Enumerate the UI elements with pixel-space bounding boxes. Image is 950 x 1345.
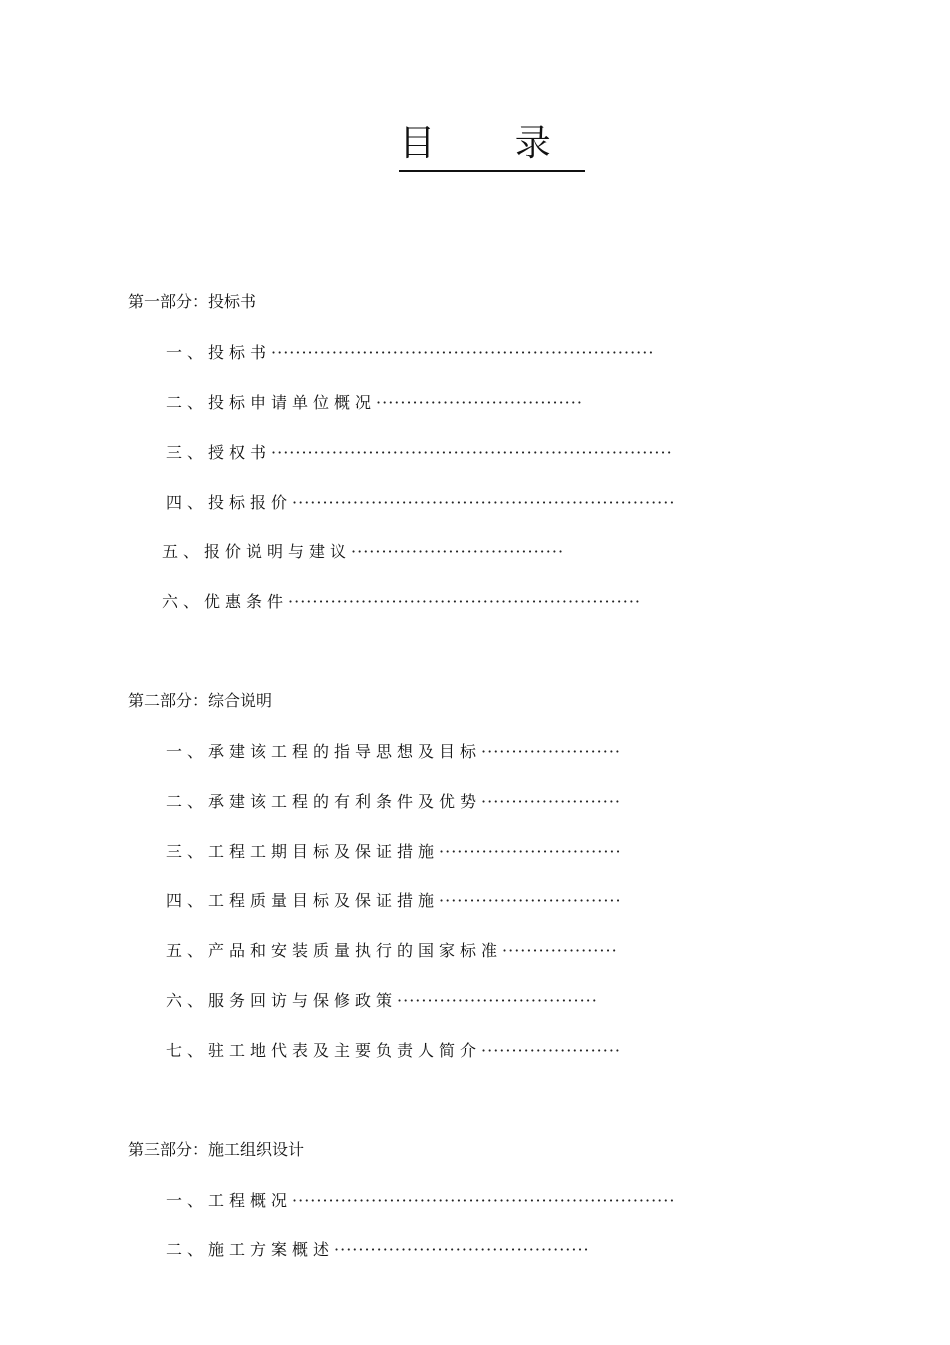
toc-entry-label: 六、服务回访与保修政策 xyxy=(166,991,398,1010)
toc-entry-label: 七、驻工地代表及主要负责人简介 xyxy=(166,1041,482,1060)
toc-leader-dots: ·························································· xyxy=(288,592,641,611)
toc-entry[interactable] xyxy=(162,542,564,562)
toc-entry-label: 六、优惠条件 xyxy=(162,592,289,611)
toc-entry-label: 四、工程质量目标及保证措施 xyxy=(166,891,440,910)
toc-leader-dots: ······························································· xyxy=(292,1191,676,1210)
toc-entry-label: 一、投标书 xyxy=(166,343,272,362)
toc-entry[interactable] xyxy=(166,842,622,862)
toc-leader-dots: ··································· xyxy=(351,542,565,561)
toc-leader-dots: ······················· xyxy=(481,792,621,811)
toc-entry-label: 五、产品和安装质量执行的国家标准 xyxy=(166,941,503,960)
toc-entry[interactable] xyxy=(166,941,618,961)
toc-entry[interactable] xyxy=(166,443,673,463)
page-title-text: 目 录 xyxy=(399,120,584,172)
toc-entry[interactable] xyxy=(166,493,675,513)
toc-leader-dots: ······························ xyxy=(439,891,622,910)
toc-entry[interactable] xyxy=(166,792,621,812)
toc-entry[interactable] xyxy=(166,393,583,413)
page-title xyxy=(0,120,950,172)
toc-entry[interactable] xyxy=(166,991,598,1011)
toc-entry-label: 三、授权书 xyxy=(166,443,272,462)
toc-entry-label: 四、投标报价 xyxy=(166,493,293,512)
toc-entry[interactable] xyxy=(166,891,622,911)
toc-leader-dots: ·········································· xyxy=(334,1240,590,1259)
toc-entry[interactable] xyxy=(166,1240,590,1260)
toc-leader-dots: ·································································· xyxy=(271,443,673,462)
toc-leader-dots: ·································· xyxy=(376,393,583,412)
toc-leader-dots: ······························································· xyxy=(292,493,676,512)
toc-leader-dots: ······························ xyxy=(439,842,622,861)
toc-leader-dots: ······························································· xyxy=(271,343,655,362)
toc-entry-label: 五、报价说明与建议 xyxy=(162,542,352,561)
section-heading-3: 第三部分：施工组织设计 xyxy=(128,1140,305,1159)
toc-entry[interactable] xyxy=(166,1041,621,1061)
toc-entry[interactable] xyxy=(166,343,654,363)
toc-entry-label: 三、工程工期目标及保证措施 xyxy=(166,842,440,861)
toc-entry[interactable] xyxy=(166,742,621,762)
toc-entry-label: 二、承建该工程的有利条件及优势 xyxy=(166,792,482,811)
toc-entry-label: 二、投标申请单位概况 xyxy=(166,393,377,412)
toc-leader-dots: ······················· xyxy=(481,1041,621,1060)
toc-entry[interactable] xyxy=(162,592,641,612)
toc-entry-label: 一、工程概况 xyxy=(166,1191,293,1210)
toc-leader-dots: ··················· xyxy=(502,941,618,960)
toc-leader-dots: ······················· xyxy=(481,742,621,761)
section-heading-2: 第二部分：综合说明 xyxy=(128,691,273,710)
toc-entry-label: 二、施工方案概述 xyxy=(166,1240,335,1259)
toc-entry-label: 一、承建该工程的指导思想及目标 xyxy=(166,742,482,761)
toc-entry[interactable] xyxy=(166,1191,675,1211)
toc-leader-dots: ································· xyxy=(397,991,598,1010)
section-heading-1: 第一部分：投标书 xyxy=(128,292,257,311)
